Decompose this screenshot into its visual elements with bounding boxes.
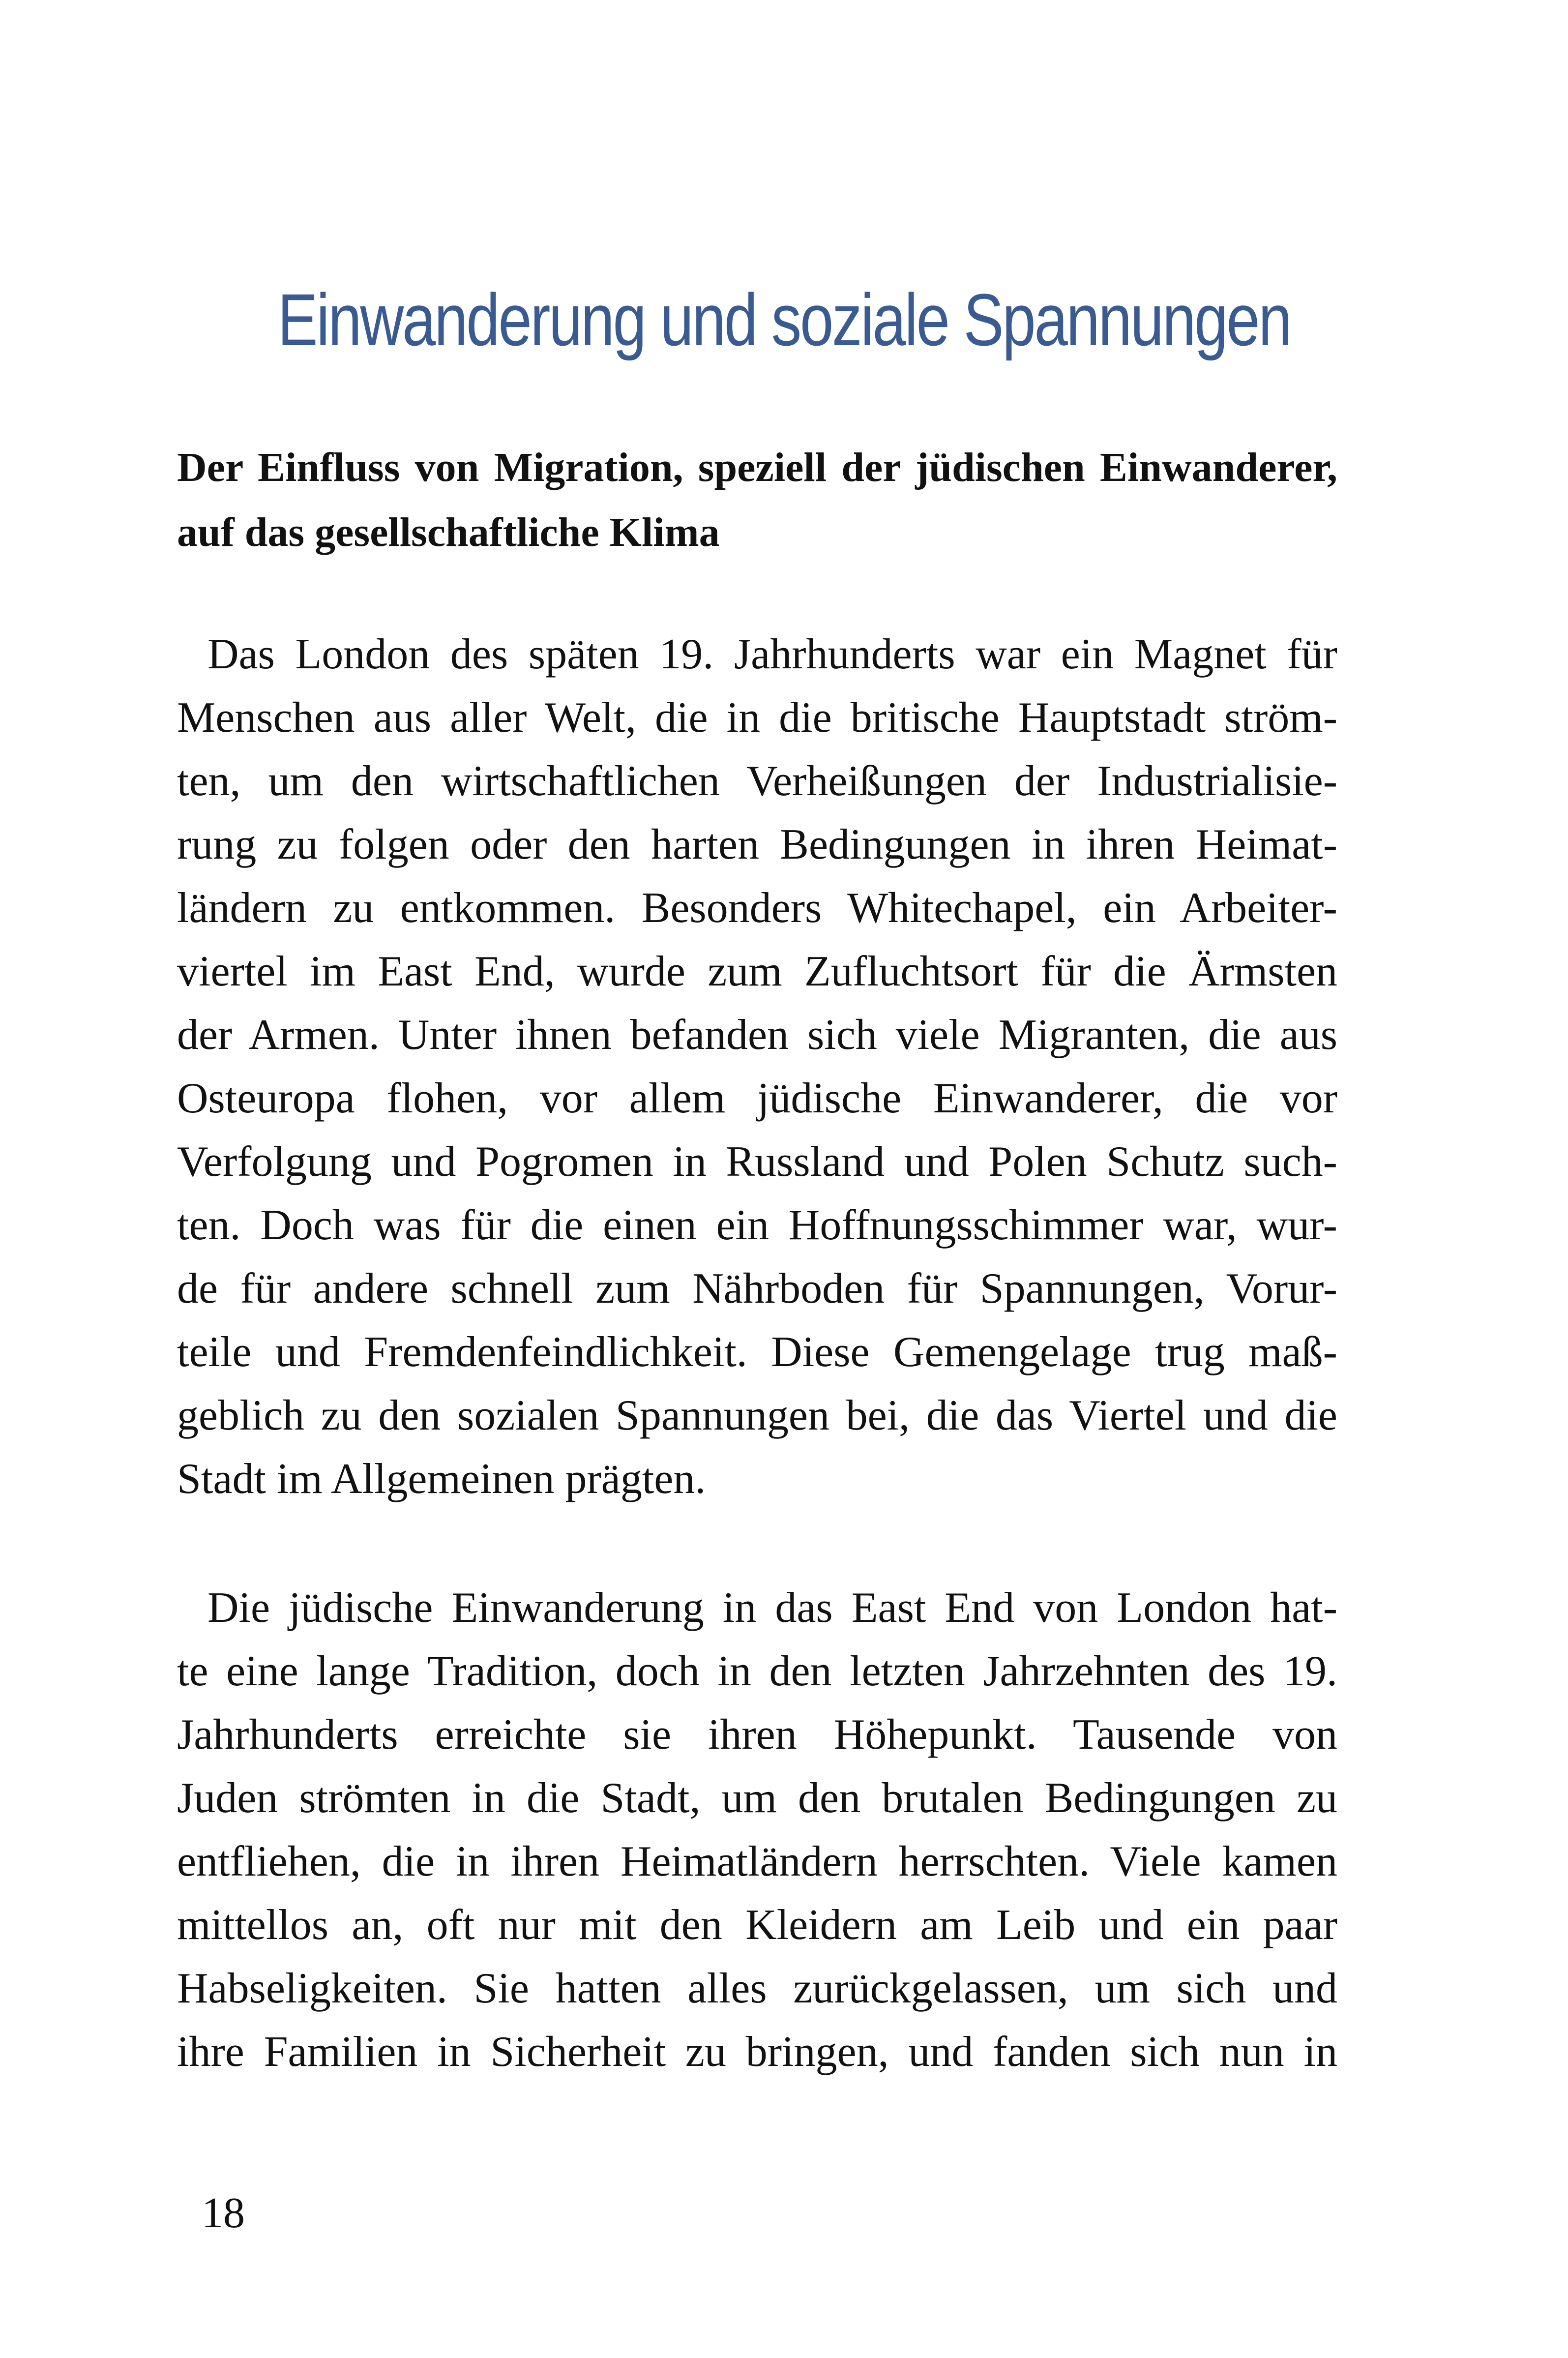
chapter-title: Einwanderung und soziale Spannungen	[277, 278, 1291, 361]
text-line: mittellos an, oft nur mit den Kleidern am Leib und ein paar	[177, 1901, 1337, 1949]
text-line: ten, um den wirtschaftlichen Verheißungen der Industrialisie-	[177, 757, 1337, 805]
text-line: rung zu folgen oder den harten Bedingungen in ihren Heimat-	[177, 821, 1337, 868]
text-line: de für andere schnell zum Nährboden für Spannungen, Vorur-	[177, 1265, 1337, 1313]
text-line: Jahrhunderts erreichte sie ihren Höhepunkt. Tausende von	[177, 1711, 1337, 1759]
text-line: Das London des späten 19. Jahrhunderts war ein Magnet für	[207, 630, 1337, 678]
chapter-subtitle: Der Einfluss von Migration, speziell der jüdischen Einwanderer, auf das gesellschaftliche Klima	[177, 445, 1337, 555]
text-line: geblich zu den sozialen Spannungen bei, die das Viertel und die	[177, 1392, 1337, 1439]
text-line: Die jüdische Einwanderung in das East End von London hat-	[207, 1584, 1337, 1632]
page-number: 18	[202, 2189, 245, 2237]
text-line: der Armen. Unter ihnen befanden sich viele Migranten, die aus	[177, 1011, 1337, 1059]
text-line: Menschen aus aller Welt, die in die britische Hauptstadt ström-	[177, 694, 1337, 742]
body-paragraph	[177, 623, 1337, 1511]
text-line: Stadt im Allgemeinen prägten.	[177, 1455, 706, 1503]
text-line: entfliehen, die in ihren Heimatländern herrschten. Viele kamen	[177, 1838, 1337, 1885]
text-line: Osteuropa flohen, vor allem jüdische Einwanderer, die vor	[177, 1075, 1337, 1122]
text-line: ten. Doch was für die einen ein Hoffnungsschimmer war, wur-	[177, 1201, 1337, 1249]
text-line: viertel im East End, wurde zum Zufluchtsort für die Ärmsten	[177, 948, 1337, 995]
text-line: ländern zu entkommen. Besonders Whitechapel, ein Arbeiter-	[177, 884, 1337, 932]
text-line: te eine lange Tradition, doch in den letzten Jahrzehnten des 19.	[177, 1647, 1337, 1695]
text-line: teile und Fremdenfeindlichkeit. Diese Gemengelage trug maß-	[177, 1328, 1337, 1376]
text-line: Habseligkeiten. Sie hatten alles zurückgelassen, um sich und	[177, 1965, 1337, 2012]
text-line: Verfolgung und Pogromen in Russland und Polen Schutz such-	[177, 1138, 1337, 1186]
text-line: Juden strömten in die Stadt, um den brutalen Bedingungen zu	[177, 1774, 1337, 1822]
body-paragraph	[177, 1576, 1337, 2084]
text-line: ihre Familien in Sicherheit zu bringen, und fanden sich nun in	[177, 2028, 1337, 2076]
